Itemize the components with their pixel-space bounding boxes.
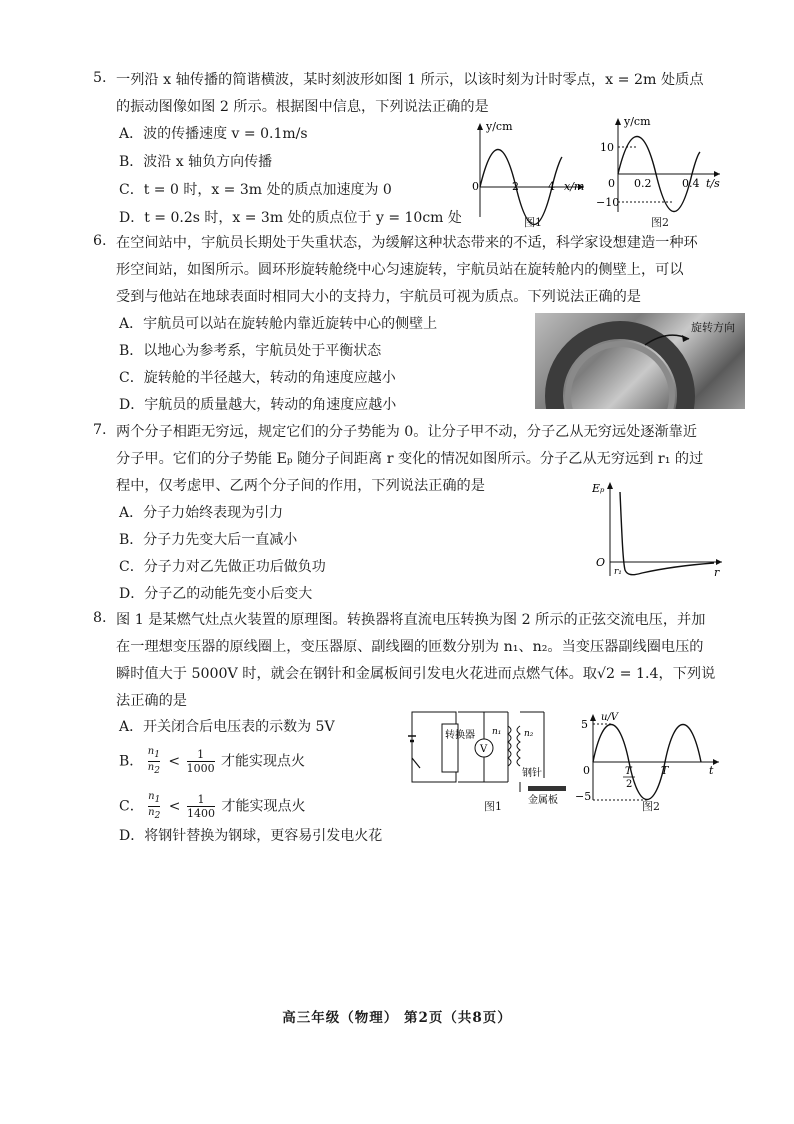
q7-option-d: D．分子乙的动能先变小后变大 [119, 586, 313, 602]
rotation-arrow-icon [643, 329, 693, 349]
ep-label: Eₚ [592, 482, 605, 495]
q7-option-a: A．分子力始终表现为引力 [119, 505, 284, 521]
threshold-numerator: 1 [187, 748, 215, 762]
ep-axis-arrow [607, 482, 613, 489]
r1-label: r₁ [614, 567, 622, 577]
y-axis-arrow [477, 123, 483, 130]
q7-option-c: C．分子力对乙先做正功后做负功 [119, 559, 326, 575]
u-label: u/V [601, 712, 619, 723]
q8-number: 8. [93, 610, 107, 626]
q8-stem-line3: 瞬时值大于 5000V 时，就会在钢针和金属板间引发电火花进而点燃气体。取√2 = 1.4，下列说 [116, 666, 716, 682]
u-axis-arrow [590, 714, 596, 721]
y-label: y/cm [624, 115, 651, 128]
q8-option-a: A．开关闭合后电压表的示数为 5V [119, 719, 335, 735]
tick-label-4: 4 [548, 180, 555, 193]
x-label: x/m [564, 180, 585, 193]
n1-label: n₁ [492, 727, 502, 737]
t-label: t [709, 764, 714, 777]
voltmeter-label: V [480, 744, 488, 755]
t-label: t/s [706, 177, 720, 190]
converter-label: 转换器 [445, 730, 475, 741]
half-period-den: 2 [626, 779, 633, 790]
q6-stem-line2: 形空间站，如图所示。圆环形旋转舱绕中心匀速旋转，宇航员站在旋转舱内的侧壁上，可以 [116, 262, 684, 278]
umax-label: 5 [581, 718, 588, 731]
q7-number: 7. [93, 422, 107, 438]
ratio-fraction: $\frac{n_1}{n_2}$ [147, 746, 160, 776]
q8-stem-line1: 图 1 是某燃气灶点火装置的原理图。转换器将直流电压转换为图 2 所示的正弦交流电压，并加 [116, 612, 706, 628]
q5-stem-line2: 的振动图像如图 2 所示。根据图中信息，下列说法正确的是 [116, 99, 489, 115]
threshold-fraction [187, 793, 215, 820]
y-axis-arrow [615, 118, 621, 125]
q8-voltage-graph [575, 712, 725, 804]
option-b-prefix: B． [119, 753, 144, 770]
ymin-label: −10 [596, 196, 620, 209]
period-label: T [661, 764, 669, 777]
q6-number: 6. [93, 233, 107, 249]
q5-option-d: D．t = 0.2s 时，x = 3m 处的质点位于 y = 10cm 处 [119, 210, 462, 226]
tick-label-02: 0.2 [634, 177, 652, 190]
needle-label: 钢针 [522, 768, 542, 779]
page-footer: 高三年级（物理） 第2页（共8页） [282, 1010, 512, 1026]
y-label: y/cm [486, 120, 513, 133]
q8-option-c: C． $\frac{n_1}{n_2}$ < $\frac{1}{1400}$ 才能实现点火 [119, 791, 306, 821]
q7-option-b: B．分子力先变大后一直减小 [119, 532, 298, 548]
origin-label: 0 [583, 764, 590, 777]
tick-label-04: 0.4 [682, 177, 700, 190]
metal-plate [528, 786, 566, 791]
space-station-photo [535, 313, 745, 409]
q7-potential-energy-graph [592, 478, 727, 578]
r-label: r [714, 566, 720, 578]
q7-stem-line1: 两个分子相距无穷远，规定它们的分子势能为 0。让分子甲不动，分子乙从无穷远处逐渐靠近 [116, 424, 698, 440]
q5-option-b: B．波沿 x 轴负方向传播 [119, 154, 273, 170]
half-period-label: T [625, 766, 632, 777]
option-c-suffix: 才能实现点火 [221, 798, 306, 815]
q8-stem-line2: 在一理想变压器的原线圈上，变压器原、副线圈的匝数分别为 n₁、n₂。当变压器副线圈电压的 [116, 639, 704, 655]
q8-fig2-caption: 图2 [642, 800, 660, 813]
option-b-suffix: 才能实现点火 [221, 753, 306, 770]
origin-label: 0 [472, 180, 479, 193]
q7-stem-line2: 分子甲。它们的分子势能 Eₚ 随分子间距离 r 变化的情况如图所示。分子乙从无穷远到 r₁ 的过 [116, 451, 704, 467]
ratio-fraction: $\frac{n_1}{n_2}$ [148, 791, 161, 821]
ymax-label: 10 [600, 141, 614, 154]
q5-fig1-caption: 图1 [524, 216, 542, 229]
threshold-denominator: 1400 [187, 807, 215, 820]
r-axis-arrow [716, 559, 722, 565]
umin-label: −5 [575, 790, 592, 803]
tick-label-2: 2 [512, 180, 519, 193]
q6-option-b: B．以地心为参考系，宇航员处于平衡状态 [119, 343, 382, 359]
rotation-direction-label: 旋转方向 [691, 321, 735, 334]
q8-fig1-caption: 图1 [484, 800, 502, 813]
threshold-numerator: 1 [187, 793, 215, 807]
plate-label: 金属板 [528, 795, 558, 806]
option-c-prefix: C． [119, 798, 144, 815]
q8-stem-line4: 法正确的是 [116, 693, 187, 709]
secondary-coil-icon [517, 726, 520, 766]
origin-label: 0 [608, 177, 615, 190]
q6-option-c: C．旋转舱的半径越大，转动的角速度应越小 [119, 370, 396, 386]
q5-stem-line1: 一列沿 x 轴传播的简谐横波，某时刻波形如图 1 所示，以该时刻为计时零点，x = 2m 处质点 [116, 72, 704, 88]
origin-label: O [596, 556, 606, 569]
q8-option-d: D．将钢针替换为钢球，更容易引发电火花 [119, 828, 383, 844]
t-axis-arrow [713, 759, 719, 765]
q6-stem-line3: 受到与他站在地球表面时相同大小的支持力，宇航员可视为质点。下列说法正确的是 [116, 289, 641, 305]
q5-option-a: A．波的传播速度 v = 0.1m/s [119, 126, 308, 142]
n2-label: n₂ [524, 729, 534, 739]
threshold-denominator: 1000 [186, 762, 215, 775]
q5-vibration-graph [596, 114, 726, 214]
q6-option-d: D．宇航员的质量越大，转动的角速度应越小 [119, 397, 397, 413]
q5-fig2-caption: 图2 [651, 216, 669, 229]
threshold-fraction [187, 748, 215, 775]
q5-wave-graph [466, 117, 591, 227]
switch-icon [412, 758, 420, 768]
q8-option-b: B． $\frac{n_1}{n_2}$ < $\frac{1}{1000}$ 才能实现点火 [119, 746, 306, 776]
q5-option-c: C．t = 0 时，x = 3m 处的质点加速度为 0 [119, 182, 392, 198]
q8-ignition-circuit [404, 706, 576, 806]
q7-stem-line3: 程中，仅考虑甲、乙两个分子间的作用，下列说法正确的是 [116, 478, 485, 494]
q5-number: 5. [93, 70, 107, 86]
q6-option-a: A．宇航员可以站在旋转舱内靠近旋转中心的侧壁上 [119, 316, 438, 332]
q6-stem-line1: 在空间站中，宇航员长期处于失重状态，为缓解这种状态带来的不适，科学家设想建造一种环 [116, 235, 698, 251]
